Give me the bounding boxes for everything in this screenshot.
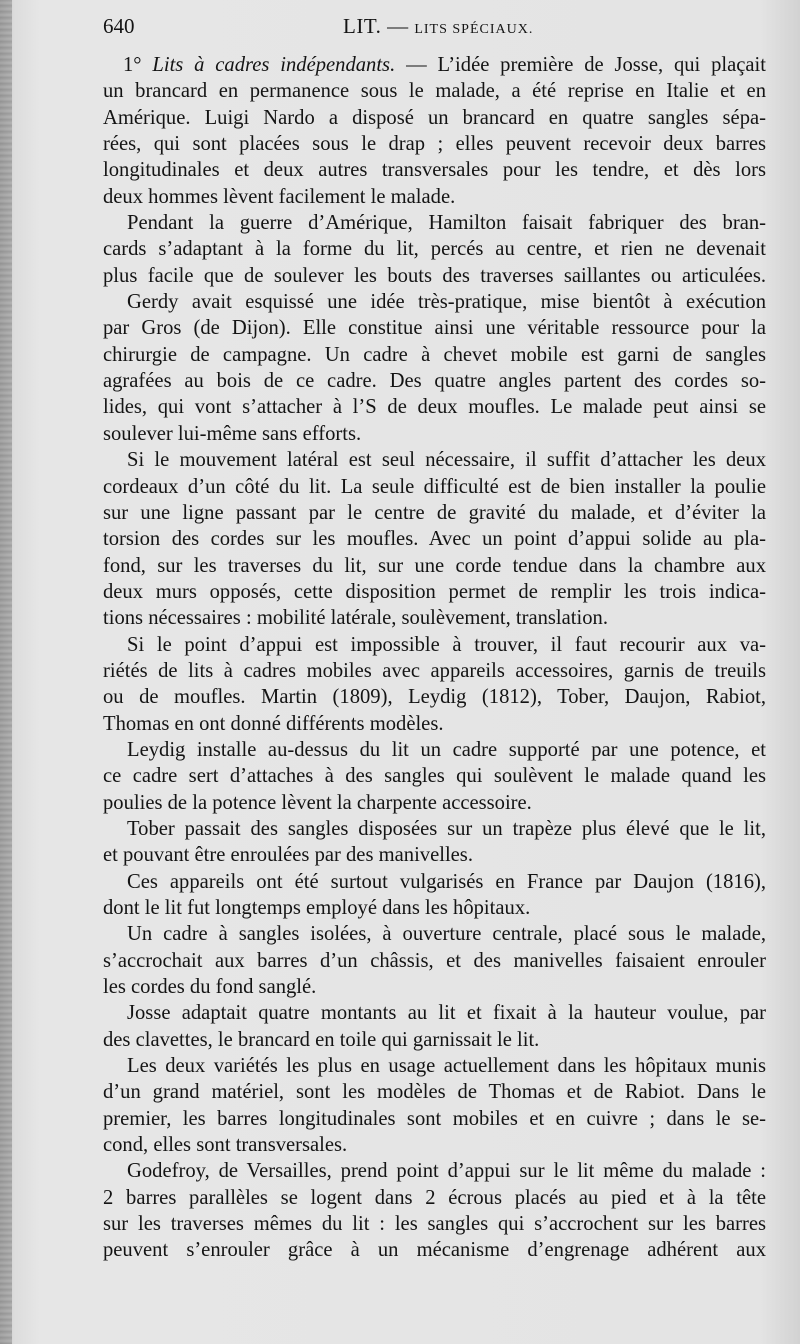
text-line: premier, les barres longitudinales sont mobiles et en cuivre ; dans le se- (103, 1107, 766, 1130)
text-line: plus facile que de soulever les bouts des traverses saillantes ou articulées. (103, 264, 766, 287)
running-title-section: LITS SPÉCIAUX. (414, 22, 534, 37)
text-line: cards s’adaptant à la forme du lit, percés au centre, et rien ne devenait (103, 238, 766, 261)
text-line: deux hommes lèvent facilement le malade. (103, 185, 456, 208)
text-line: cordeaux d’un côté du lit. La seule difficulté est de bien installer la poulie (103, 475, 766, 498)
text-line: un brancard en permanence sous le malade, a été reprise en Italie et en (103, 80, 766, 103)
text-line: tions nécessaires : mobilité latérale, soulèvement, translation. (103, 607, 608, 630)
text-line: longitudinales et deux autres transversales pour les tendre, et dès lors (103, 159, 766, 182)
text-line-content: L’idée première de Josse, qui plaçait (437, 54, 766, 76)
text-line: lides, qui vont s’attacher à l’S de deux moufles. Le malade peut ainsi se (103, 396, 766, 419)
text-line: Amérique. Luigi Nardo a disposé un brancard en quatre sangles sépa- (103, 106, 766, 129)
running-header (103, 14, 766, 44)
text-line: Ces appareils ont été surtout vulgarisés en France par Daujon (1816), (127, 870, 766, 893)
text-line: 2 barres parallèles se logent dans 2 écrous placés au pied et à la tête (103, 1186, 766, 1209)
text-line: Gerdy avait esquissé une idée très-pratique, mise bientôt à exécution (127, 291, 766, 314)
text-line: torsion des cordes sur les moufles. Avec un point d’appui solide au pla- (103, 528, 766, 551)
text-line: riétés de lits à cadres mobiles avec appareils accessoires, garnis de treuils (103, 659, 766, 682)
section-heading-dash: — (406, 54, 427, 76)
page-binding-edge (0, 0, 12, 1344)
running-title-separator: — (387, 14, 409, 38)
text-line (103, 52, 766, 78)
text-line: rées, qui sont placées sous le drap ; elles peuvent recevoir deux barres (103, 133, 766, 156)
text-line: Godefroy, de Versailles, prend point d’appui sur le lit même du malade : (127, 1160, 766, 1183)
text-line: dont le lit fut longtemps employé dans les hôpitaux. (103, 897, 531, 919)
text-line: agrafées au bois de ce cadre. Des quatre angles partent des cordes so- (103, 370, 766, 393)
text-line: des clavettes, le brancard en toile qui garnissait le lit. (103, 1028, 540, 1051)
text-line: Si le mouvement latéral est seul nécessaire, il suffit d’attacher les deux (127, 449, 766, 472)
text-line: deux murs opposés, cette disposition permet de remplir les trois indica- (103, 580, 766, 603)
text-line: Josse adaptait quatre montants au lit et fixait à la hauteur voulue, par (127, 1002, 766, 1025)
text-line: fond, sur les traverses du lit, sur une corde tendue dans la chambre aux (103, 554, 766, 577)
text-line: Tober passait des sangles disposées sur un trapèze plus élevé que le lit, (127, 817, 766, 840)
text-line: Thomas en ont donné différents modèles. (103, 712, 444, 735)
text-line: et pouvant être enroulées par des manivelles. (103, 844, 473, 867)
text-line: ou de moufles. Martin (1809), Leydig (1812), Tober, Daujon, Rabiot, (103, 686, 766, 709)
text-line: par Gros (de Dijon). Elle constitue ainsi une véritable ressource pour la (103, 317, 766, 340)
text-line: cond, elles sont transversales. (103, 1134, 348, 1157)
text-line: peuvent s’enrouler grâce à un mécanisme d’engrenage adhérent aux (103, 1239, 766, 1262)
text-line: poulies de la potence lèvent la charpente accessoire. (103, 791, 532, 814)
text-line: Pendant la guerre d’Amérique, Hamilton faisait fabriquer des bran- (127, 212, 766, 235)
text-line: sur les traverses mêmes du lit : les sangles qui s’accrochent sur les barres (103, 1213, 766, 1236)
running-title-main: LIT. (343, 14, 382, 38)
text-line: Les deux variétés les plus en usage actuellement dans les hôpitaux munis (127, 1055, 766, 1078)
text-line: chirurgie de campagne. Un cadre à chevet mobile est garni de sangles (103, 343, 766, 366)
text-line: soulever lui-même sans efforts. (103, 422, 362, 445)
text-line: Si le point d’appui est impossible à trouver, il faut recourir aux va- (127, 633, 766, 656)
section-number: 1° (123, 54, 142, 76)
page-number: 640 (103, 14, 135, 38)
running-title (343, 14, 533, 39)
text-line: Un cadre à sangles isolées, à ouverture centrale, placé sous le malade, (127, 923, 766, 946)
text-line: s’accrochait aux barres d’un châssis, et des manivelles faisaient enrouler (103, 949, 766, 972)
section-heading: Lits à cadres indépendants. (152, 54, 396, 76)
text-line: sur une ligne passant par le centre de gravité du malade, et d’éviter la (103, 501, 766, 524)
text-line: d’un grand matériel, sont les modèles de Thomas et de Rabiot. Dans le (103, 1081, 766, 1104)
text-line: les cordes du fond sanglé. (103, 976, 317, 999)
text-line: ce cadre sert d’attaches à des sangles qui soulèvent le malade quand les (103, 765, 766, 788)
text-line: Leydig installe au-dessus du lit un cadre supporté par une potence, et (127, 738, 766, 761)
body-text (103, 52, 766, 1264)
